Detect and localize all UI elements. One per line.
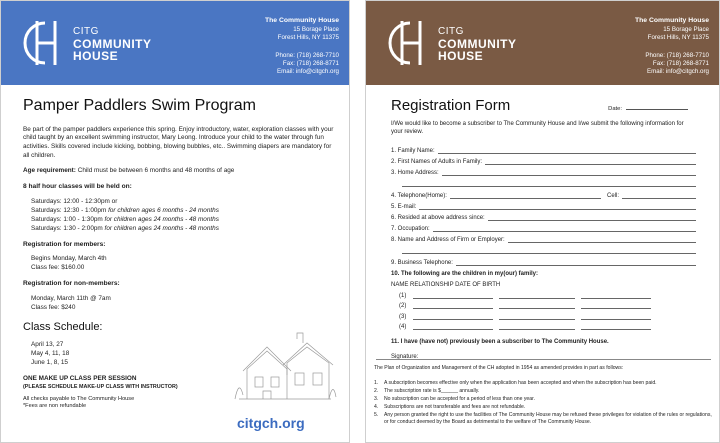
makeup-note: ONE MAKE UP CLASS PER SESSION: [23, 374, 137, 382]
business-phone-field[interactable]: 9. Business Telephone:: [391, 254, 696, 265]
address-line-2: Forest Hills, NY 11375: [277, 33, 339, 41]
class-time: Saturdays: 1:30 - 2:00pm for children ages 24 months - 48 months: [31, 224, 219, 232]
signature-field[interactable]: Signature:: [391, 349, 696, 360]
members-info: Begins Monday, March 4th Class fee: $160.00: [31, 255, 107, 272]
class-times: [23, 198, 338, 234]
nonmembers-info: Monday, March 11th @ 7am Class fee: $240: [31, 295, 111, 312]
class-time: Saturdays: 12:00 - 12:30pm or: [31, 197, 118, 205]
plan-intro: The Plan of Organization and Management of the CH adopted in 1954 as amended provides in part as follows:: [374, 365, 624, 371]
employer-field[interactable]: 8. Name and Address of Firm or Employer:: [391, 232, 696, 243]
class-time: Saturdays: 1:00 - 1:30pm for children ages 24 months - 48 months: [31, 215, 219, 223]
form-title: Registration Form: [391, 97, 511, 114]
contact-block: [265, 17, 339, 76]
ch-logo-icon: [380, 17, 436, 69]
child-row[interactable]: (3): [391, 309, 696, 320]
registration-page: [365, 0, 720, 443]
flyer-page: [0, 0, 350, 443]
flyer-intro: Be part of the pamper paddlers experience this spring. Enjoy introductory, water, exploration classes with your child taught by an excellent swimming instructor, Mary Leong. Introduce your child to the water through fun activities. Skills covered include kicking, bobbing, blowing bubbles, etc.. Swimming diapers are mandatory for all children.: [23, 125, 334, 159]
flyer-title: Pamper Paddlers Swim Program: [23, 97, 256, 114]
makeup-subnote: (PLEASE SCHEDULE MAKE-UP CLASS WITH INSTRUCTOR): [23, 383, 178, 390]
list-item: 2. The subscription rate is $______ annually.: [374, 387, 480, 394]
org-name: The Community House: [264, 17, 339, 24]
children-label: 10. The following are the children in my(our) family:: [391, 270, 539, 277]
class-time: Saturdays: 12:30 - 1:00pm for children ages 6 months - 24 months: [31, 206, 219, 214]
schedule-title: Class Schedule:: [23, 321, 103, 334]
address-line-1: 15 Borage Place: [293, 25, 339, 33]
previous-subscriber: 11. I have (have not) previously been a subscriber to The Community House.: [391, 338, 609, 345]
nonmembers-label: Registration for non-members:: [23, 280, 120, 288]
adult-names-field[interactable]: 2. First Names of Adults in Family:: [391, 154, 696, 165]
house-sketch-icon: [233, 329, 337, 405]
schedule-dates: April 13, 27 May 4, 11, 18 June 1, 8, 15: [31, 341, 70, 366]
phone: Phone: (718) 268-7710: [275, 51, 339, 59]
list-item: 4. Subscriptions are not transferable and fees are not refundable.: [374, 404, 526, 411]
form-header: [366, 1, 719, 85]
child-row[interactable]: (2): [391, 299, 696, 310]
children-header: NAME RELATIONSHIP DATE OF BIRTH: [391, 282, 501, 289]
age-requirement: Age requirement: Child must be between 6 months and 48 months of age: [23, 167, 235, 175]
list-item: 5. Any person granted the right to use the facilities of The Community House may be refused these privileges for violation of the rules or regulations, or for conduct deemed by the Board as detrimental to the welfare of The Community House.: [374, 412, 712, 426]
form-body: [391, 97, 696, 360]
plan-section: [374, 365, 714, 427]
members-label: Registration for members:: [23, 240, 106, 248]
home-address-line2[interactable]: [391, 176, 696, 187]
site-link[interactable]: citgch.org: [237, 415, 305, 431]
date-field[interactable]: Date:: [608, 106, 688, 112]
plan-list: [374, 380, 714, 426]
fax: Fax: (718) 268-8771: [282, 60, 339, 68]
email: Email: info@citgch.org: [277, 68, 339, 76]
occupation-field[interactable]: 7. Occupation:: [391, 221, 696, 232]
brand-wordmark: CITG COMMUNITY HOUSE: [73, 26, 152, 64]
resided-since-field[interactable]: 6. Resided at above address since:: [391, 210, 696, 221]
list-item: 1. A subscription becomes effective only when the application has been accepted and when the subscription has been paid.: [374, 379, 657, 386]
telephone-field[interactable]: 4. Telephone(Home): Cell:: [391, 187, 696, 198]
brand-wordmark: CITG COMMUNITY HOUSE: [438, 26, 517, 64]
fees-note: *Fees are non refundable: [23, 403, 87, 410]
flyer-header: [1, 1, 349, 85]
child-row[interactable]: (4): [391, 320, 696, 331]
list-item: 3. No subscription can be accepted for a period of less than one year.: [374, 396, 535, 403]
child-row[interactable]: (1): [391, 288, 696, 299]
classes-label: 8 half hour classes will be held on:: [23, 182, 132, 190]
form-intro: I/We would like to become a subscriber to The Community House and I/we submit the following information for your review.: [391, 121, 684, 135]
ch-logo-icon: [15, 17, 71, 69]
contact-block: The Community House 15 Borage Place Forest Hills, NY 11375 Phone: (718) 268-7710 Fax: (718) 268-8771 Email: info@citgch.org: [634, 17, 709, 76]
family-name-field[interactable]: 1. Family Name:: [391, 143, 696, 154]
checks-note: All checks payable to The Community House: [23, 395, 135, 402]
divider: [376, 359, 711, 360]
email-field[interactable]: 5. E-mail:: [391, 199, 696, 210]
employer-line2[interactable]: [391, 243, 696, 254]
home-address-field[interactable]: 3. Home Address:: [391, 165, 696, 176]
